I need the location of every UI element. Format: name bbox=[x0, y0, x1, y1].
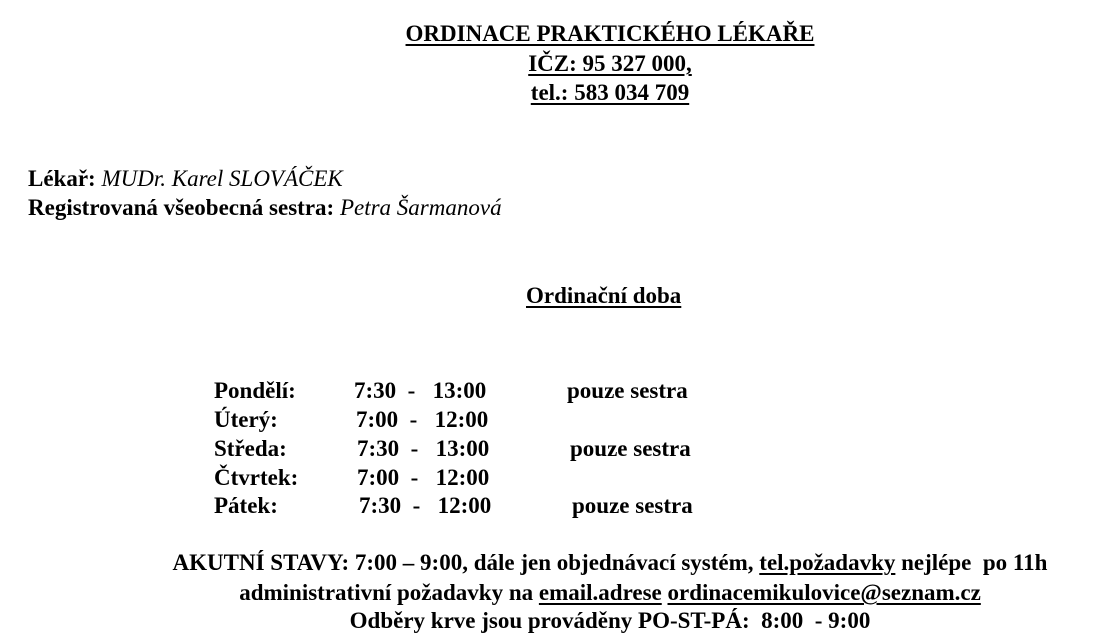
practice-phone: tel.: 583 034 709 bbox=[530, 80, 690, 105]
doctor-name: MUDr. Karel SLOVÁČEK bbox=[101, 166, 343, 191]
schedule-note: pouze sestra bbox=[570, 436, 691, 461]
schedule-note: pouze sestra bbox=[567, 378, 688, 403]
acute-prefix: AKUTNÍ STAVY: 7:00 – 9:00, dále jen objednávací systém, bbox=[172, 550, 760, 575]
email-address-link[interactable]: ordinacemikulovice@seznam.cz bbox=[667, 580, 981, 605]
nurse-line bbox=[28, 195, 502, 221]
nurse-name: Petra Šarmanová bbox=[339, 195, 502, 220]
schedule-day: Čtvrtek: bbox=[214, 465, 299, 490]
hours-heading: Ordinační doba bbox=[526, 283, 682, 308]
nurse-label: Registrovaná všeobecná sestra: bbox=[28, 195, 335, 220]
doctor-label: Lékař: bbox=[28, 166, 96, 191]
schedule-day: Středa: bbox=[214, 436, 287, 461]
practice-icz: IČZ: 95 327 000, bbox=[528, 51, 692, 76]
schedule-day: Úterý: bbox=[214, 407, 278, 432]
blood-draw-line: Odběry krve jsou prováděny PO-ST-PÁ: 8:00 - 9:00 bbox=[349, 608, 871, 633]
schedule-time: 7:00 - 12:00 bbox=[356, 407, 489, 432]
email-label: email.adrese bbox=[538, 580, 662, 605]
schedule-time: 7:30 - 13:00 bbox=[354, 378, 487, 403]
schedule-day: Pondělí: bbox=[214, 378, 296, 403]
acute-line bbox=[0, 550, 1106, 576]
doctor-line bbox=[28, 166, 343, 192]
phone-requests-text: tel.požadavky bbox=[759, 550, 896, 575]
schedule-time: 7:30 - 13:00 bbox=[357, 436, 490, 461]
practice-title: ORDINACE PRAKTICKÉHO LÉKAŘE bbox=[405, 21, 815, 46]
schedule-time: 7:00 - 12:00 bbox=[357, 465, 490, 490]
admin-line bbox=[0, 580, 1106, 606]
acute-suffix: nejlépe po 11h bbox=[895, 550, 1048, 575]
schedule-note: pouze sestra bbox=[572, 493, 693, 518]
schedule-day: Pátek: bbox=[214, 493, 278, 518]
schedule-time: 7:30 - 12:00 bbox=[359, 493, 492, 518]
admin-prefix: administrativní požadavky na bbox=[239, 580, 539, 605]
